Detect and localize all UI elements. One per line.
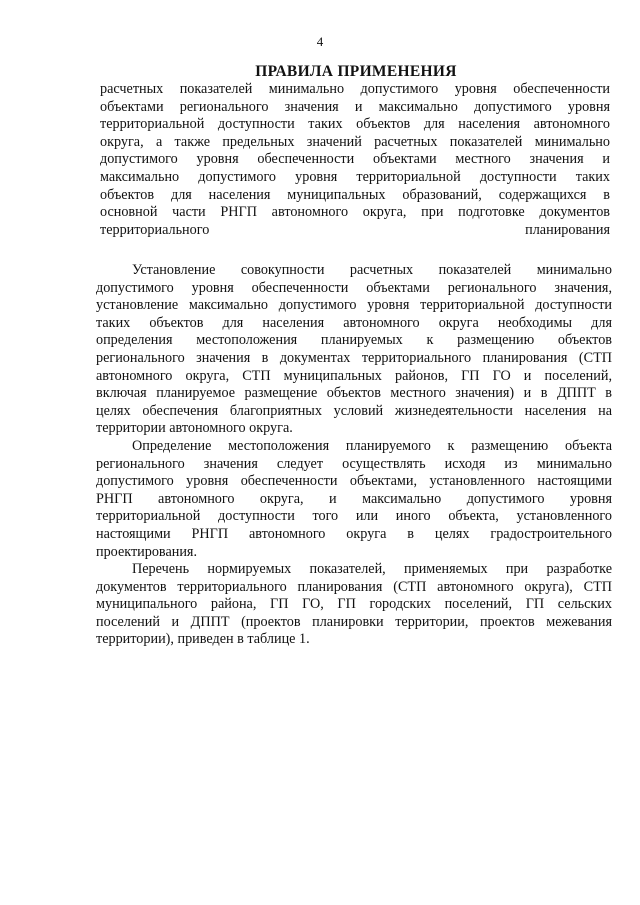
document-title: ПРАВИЛА ПРИМЕНЕНИЯ [255, 63, 457, 80]
text-line: определения местоположения планируемых к размещению объектов [96, 332, 612, 349]
text-line: регионального значения следует осуществлять исходя из минимально [96, 455, 612, 472]
text-line: муниципального района, ГП ГО, ГП городских поселений, ГП сельских [96, 596, 612, 613]
subtitle-line: территориальной доступности таких объектов для населения автономного [100, 116, 610, 133]
text-line: допустимого уровня обеспеченности объектами регионального значения, [96, 279, 612, 296]
subtitle-line: округа, а также предельных значений расчетных показателей минимально [100, 133, 610, 150]
text-line: Перечень нормируемых показателей, применяемых при разработке [132, 561, 612, 578]
paragraph-establishment [96, 262, 612, 438]
subtitle-line: допустимого уровня обеспеченности объектами местного значения и [100, 151, 610, 168]
text-line: Установление совокупности расчетных показателей минимально [132, 262, 612, 278]
text-line: документов территориального планирования (СТП автономного округа), СТП [96, 578, 612, 595]
paragraph-location [96, 438, 612, 561]
subtitle-line: объектов для населения муниципальных образований, содержащихся в [100, 186, 610, 203]
text-line: Определение местоположения планируемого к размещению объекта [132, 437, 612, 454]
document-subtitle [100, 81, 610, 239]
text-line: регионального значения в документах территориального планирования (СТП [96, 349, 612, 366]
subtitle-line: основной части РНГП автономного округа, при подготовке документов [100, 204, 610, 221]
text-line: допустимого уровня обеспеченности объектами, установленного настоящими [96, 473, 612, 490]
text-line: проектирования. [96, 543, 198, 560]
paragraph-indicator-list [96, 561, 612, 649]
document-body [96, 262, 612, 649]
text-line: территории), приведен в таблице 1. [96, 631, 310, 648]
subtitle-line: максимально допустимого уровня территориальной доступности таких [100, 168, 610, 185]
subtitle-line: расчетных показателей минимально допустимого уровня обеспеченности [100, 81, 610, 97]
text-line: территории автономного округа. [96, 420, 293, 437]
text-line: установление максимально допустимого уровня территориальной доступности [96, 297, 612, 314]
text-line: целях обеспечения благоприятных условий жизнедеятельности населения на [96, 402, 612, 419]
subtitle-line: объектами регионального значения и максимально допустимого уровня [100, 98, 610, 115]
text-line: включая планируемое размещение объектов местного значения) и в ДППТ в [96, 385, 612, 402]
page-number: 4 [316, 34, 324, 49]
text-line: автономного округа, СТП муниципальных районов, ГП ГО и поселений, [96, 367, 612, 384]
text-line: поселений и ДППТ (проектов планировки территории, проектов межевания [96, 613, 612, 630]
text-line: настоящими РНГП автономного округа в целях градостроительного [96, 525, 612, 542]
text-line: территориальной доступности того или иного объекта, установленного [96, 508, 612, 525]
text-line: РНГП автономного округа, и максимально допустимого уровня [96, 490, 612, 507]
text-line: таких объектов для населения автономного округа необходимы для [96, 314, 612, 331]
subtitle-line: территориального планирования [100, 221, 610, 238]
